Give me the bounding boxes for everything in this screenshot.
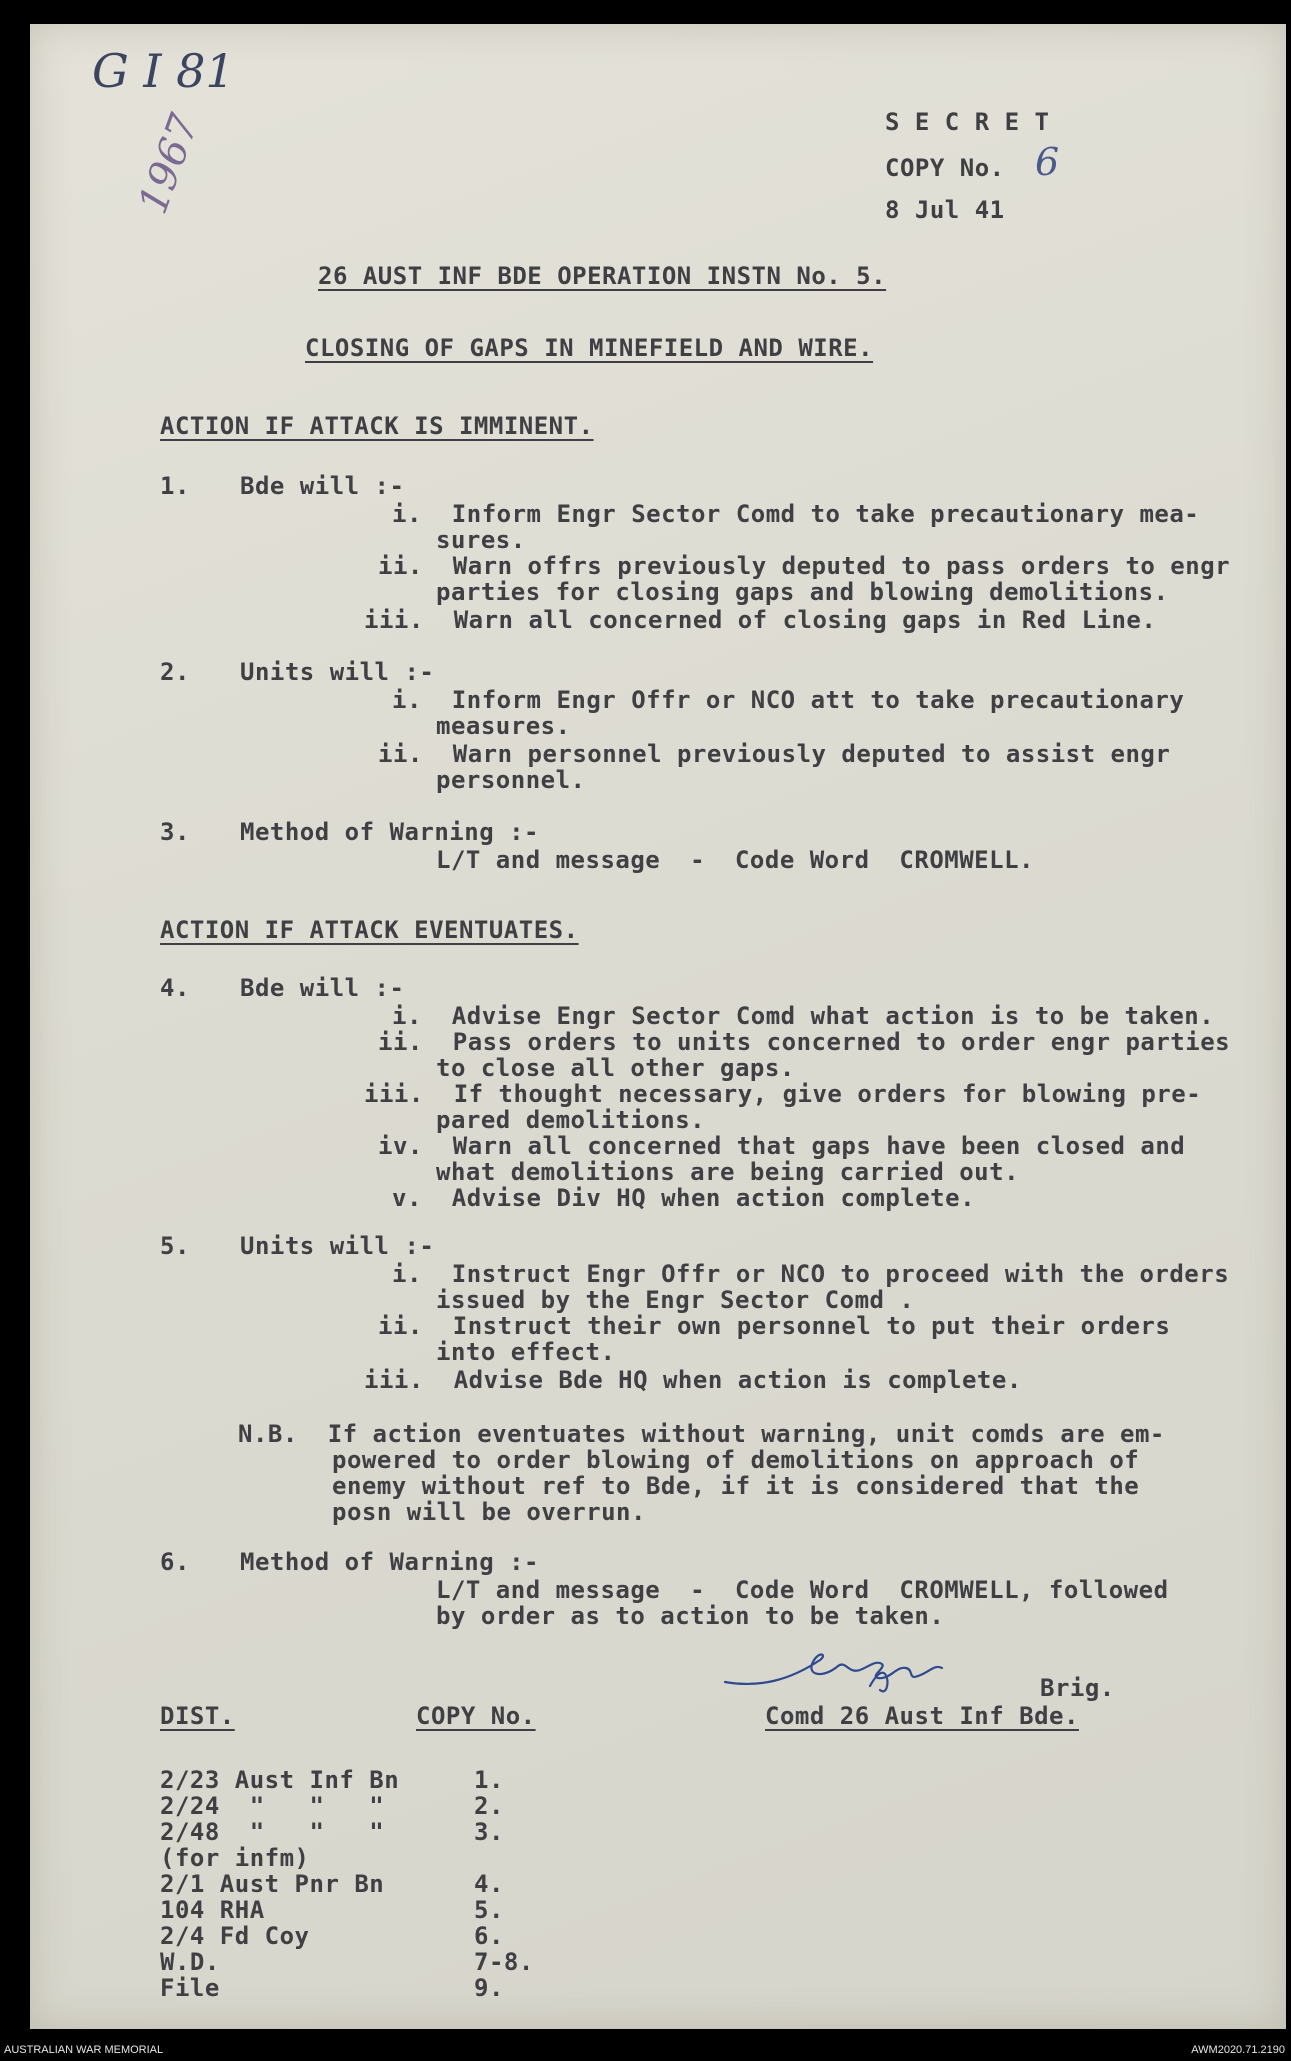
sub-item: iii. If thought necessary, give orders for blowing pre- xyxy=(364,1080,1202,1108)
distribution-label: DIST. xyxy=(160,1702,235,1730)
sub-item: ii. Warn personnel previously deputed to assist engr xyxy=(378,740,1171,768)
distribution-unit: 2/1 Aust Pnr Bn xyxy=(160,1870,385,1898)
sub-item: i. Instruct Engr Offr or NCO to proceed with the orders xyxy=(392,1260,1230,1288)
footer-right-label: AWM2020.71.2190 xyxy=(1191,2044,1285,2056)
distribution-unit: 104 RHA xyxy=(160,1896,265,1924)
para-text: L/T and message - Code Word CROMWELL. xyxy=(436,846,1034,874)
section-heading-imminent: ACTION IF ATTACK IS IMMINENT. xyxy=(160,412,594,440)
para-number: 4. xyxy=(160,974,190,1002)
document-title: 26 AUST INF BDE OPERATION INSTN No. 5. xyxy=(318,262,887,290)
sub-item-cont: sures. xyxy=(436,526,526,554)
sub-item: iii. Warn all concerned of closing gaps in Red Line. xyxy=(364,606,1157,634)
para-heading: Method of Warning :- xyxy=(240,1548,539,1576)
distribution-copy: 5. xyxy=(474,1896,504,1924)
para-number: 3. xyxy=(160,818,190,846)
sub-item: iii. Advise Bde HQ when action is complete. xyxy=(364,1366,1022,1394)
sub-item-cont: issued by the Engr Sector Comd . xyxy=(436,1286,915,1314)
nota-bene: N.B. If action eventuates without warning, unit comds are em- xyxy=(238,1420,1165,1448)
sub-item-cont: measures. xyxy=(436,712,571,740)
pencil-mark: 1967 xyxy=(130,108,209,220)
distribution-unit: File xyxy=(160,1974,220,2002)
para-heading: Units will :- xyxy=(240,1232,435,1260)
distribution-unit: 2/4 Fd Coy xyxy=(160,1922,310,1950)
archive-footer xyxy=(0,2039,1291,2061)
sub-item-cont: into effect. xyxy=(436,1338,616,1366)
sub-item: i. Advise Engr Sector Comd what action is to be taken. xyxy=(392,1002,1215,1030)
para-number: 2. xyxy=(160,658,190,686)
document-subtitle: CLOSING OF GAPS IN MINEFIELD AND WIRE. xyxy=(305,334,874,362)
sub-item: ii. Pass orders to units concerned to order engr parties xyxy=(378,1028,1231,1056)
distribution-copy: 1. xyxy=(474,1766,504,1794)
document-date: 8 Jul 41 xyxy=(885,196,1005,224)
para-heading: Units will :- xyxy=(240,658,435,686)
distribution-unit: W.D. xyxy=(160,1948,220,1976)
signatory-appointment: Comd 26 Aust Inf Bde. xyxy=(765,1702,1079,1730)
para-heading: Method of Warning :- xyxy=(240,818,539,846)
para-heading: Bde will :- xyxy=(240,472,405,500)
distribution-unit: 2/24 " " " xyxy=(160,1792,385,1820)
section-heading-eventuates: ACTION IF ATTACK EVENTUATES. xyxy=(160,916,579,944)
distribution-unit: (for infm) xyxy=(160,1844,310,1872)
para-text: L/T and message - Code Word CROMWELL, followed xyxy=(436,1576,1169,1604)
sub-item-cont: personnel. xyxy=(436,766,586,794)
copy-label: COPY No. xyxy=(885,154,1005,182)
sub-item-cont: what demolitions are being carried out. xyxy=(436,1158,1020,1186)
sub-item: ii. Instruct their own personnel to put their orders xyxy=(378,1312,1171,1340)
para-text-cont: by order as to action to be taken. xyxy=(436,1602,945,1630)
para-number: 5. xyxy=(160,1232,190,1260)
distribution-copy: 9. xyxy=(474,1974,504,2002)
distribution-unit: 2/23 Aust Inf Bn xyxy=(160,1766,400,1794)
nota-bene-cont: enemy without ref to Bde, if it is considered that the xyxy=(332,1472,1140,1500)
distribution-copy: 4. xyxy=(474,1870,504,1898)
footer-left-label: AUSTRALIAN WAR MEMORIAL xyxy=(4,2044,164,2056)
sub-item: i. Inform Engr Sector Comd to take precautionary mea- xyxy=(392,500,1200,528)
copy-number-column-label: COPY No. xyxy=(416,1702,536,1730)
distribution-copy: 7-8. xyxy=(474,1948,534,1976)
handwritten-copy-number: 6 xyxy=(1035,140,1060,184)
distribution-unit: 2/48 " " " xyxy=(160,1818,385,1846)
distribution-copy: 6. xyxy=(474,1922,504,1950)
document-page xyxy=(30,24,1286,2029)
sub-item: v. Advise Div HQ when action complete. xyxy=(392,1184,976,1212)
sub-item: iv. Warn all concerned that gaps have been closed and xyxy=(378,1132,1186,1160)
classification: S E C R E T xyxy=(885,108,1050,136)
nota-bene-cont: powered to order blowing of demolitions on approach of xyxy=(332,1446,1140,1474)
para-number: 6. xyxy=(160,1548,190,1576)
distribution-copy: 3. xyxy=(474,1818,504,1846)
sub-item-cont: to close all other gaps. xyxy=(436,1054,795,1082)
sub-item: i. Inform Engr Offr or NCO att to take precautionary xyxy=(392,686,1185,714)
para-number: 1. xyxy=(160,472,190,500)
para-heading: Bde will :- xyxy=(240,974,405,1002)
signatory-rank: Brig. xyxy=(1040,1674,1115,1702)
nota-bene-cont: posn will be overrun. xyxy=(332,1498,646,1526)
sub-item: ii. Warn offrs previously deputed to pass orders to engr xyxy=(378,552,1231,580)
handwritten-reference: G I 81 xyxy=(92,44,235,98)
sub-item-cont: parties for closing gaps and blowing demolitions. xyxy=(436,578,1169,606)
sub-item-cont: pared demolitions. xyxy=(436,1106,706,1134)
distribution-copy: 2. xyxy=(474,1792,504,1820)
